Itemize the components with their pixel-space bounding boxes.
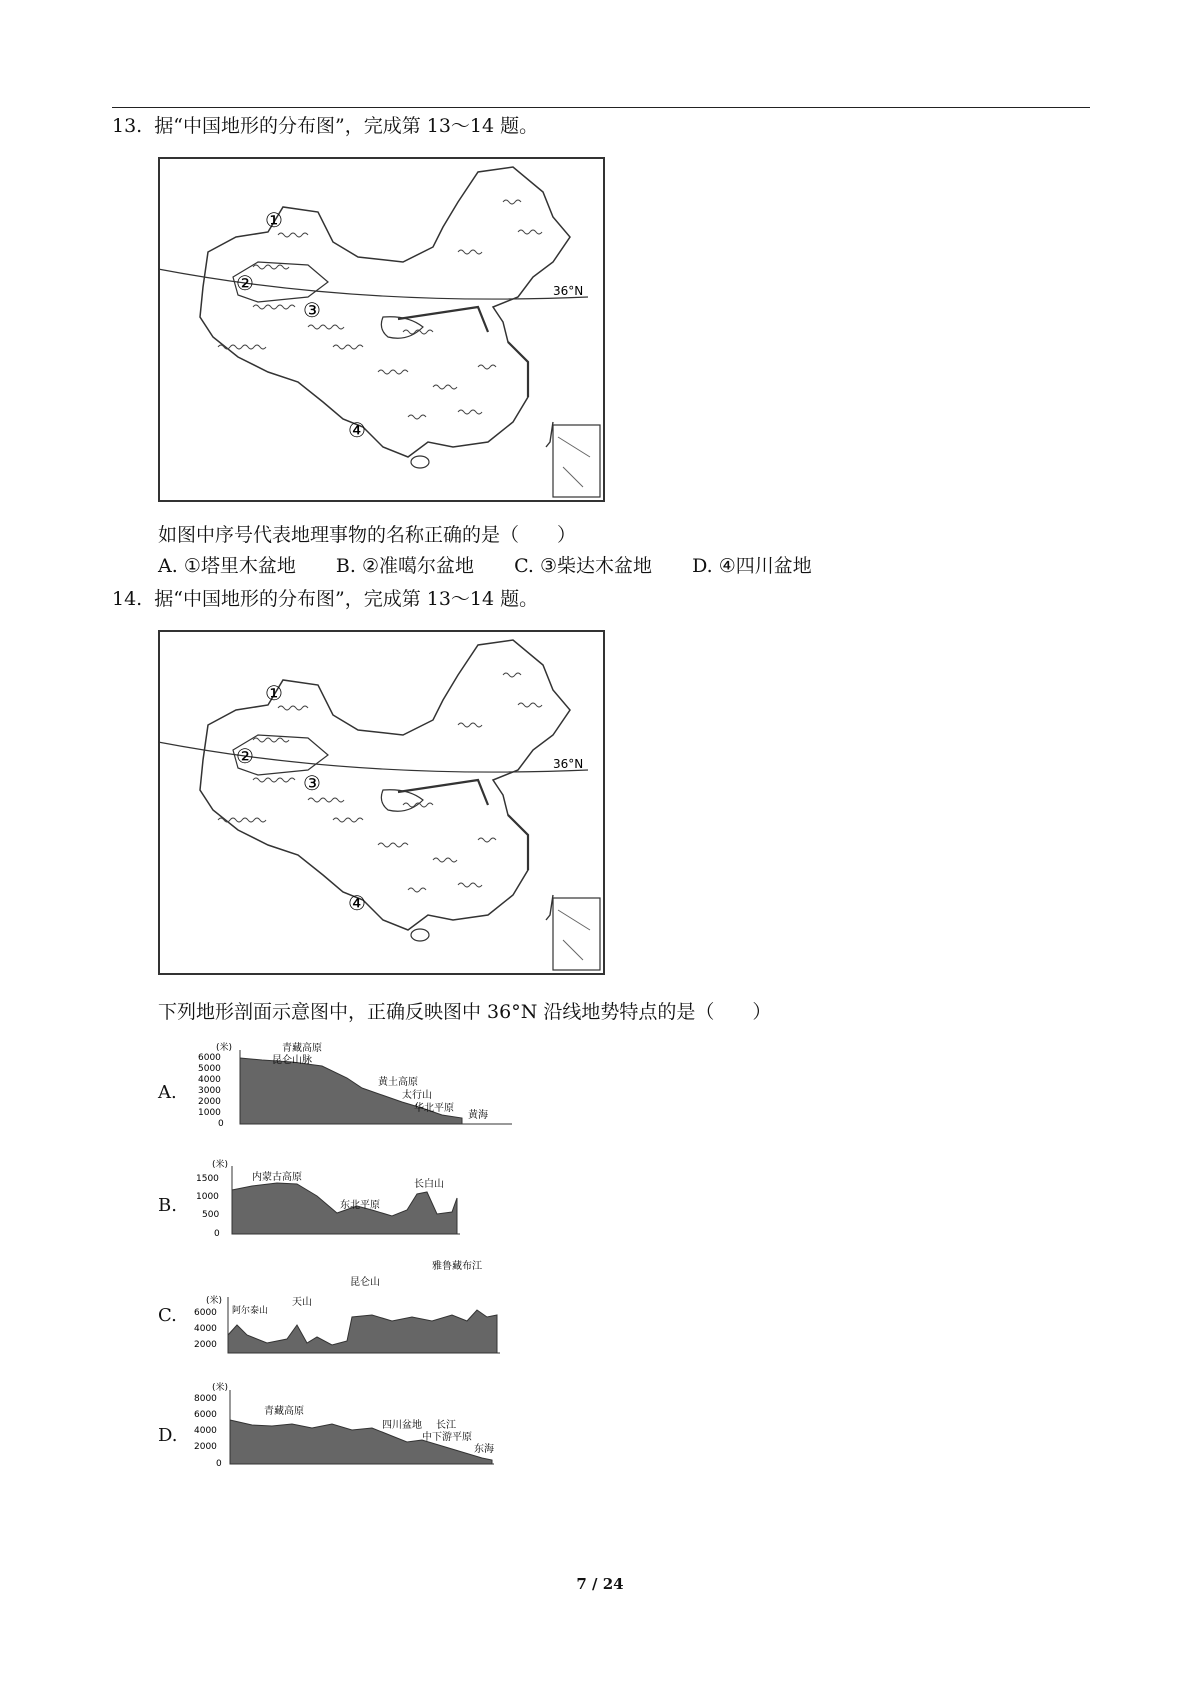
svg-text:3000: 3000 [198,1086,221,1096]
q13-options [158,554,846,578]
svg-text:0: 0 [218,1119,224,1126]
q13-number: 13. [112,115,143,137]
q13-option-a[interactable]: A. ①塔里木盆地 [158,555,296,577]
china-terrain-map-1 [158,157,605,502]
q14-question: 下列地形剖面示意图中，正确反映图中 36°N 沿线地势特点的是（ ） [158,1001,772,1023]
q14-stem-line [112,587,538,611]
svg-text:长江: 长江 [436,1420,456,1431]
svg-text:内蒙古高原: 内蒙古高原 [252,1172,302,1183]
svg-text:(米): (米) [216,1043,233,1053]
svg-text:青藏高原: 青藏高原 [264,1406,304,1417]
q13-option-c[interactable]: C. ③柴达木盆地 [514,555,653,577]
svg-text:6000: 6000 [198,1053,221,1063]
q13-question: 如图中序号代表地理事物的名称正确的是（ ） [158,524,577,546]
map2-marker-2: ② [236,744,254,768]
svg-text:0: 0 [216,1459,222,1469]
svg-text:4000: 4000 [198,1075,221,1085]
svg-text:昆仑山: 昆仑山 [350,1277,380,1288]
page-number: 7 / 24 [576,1575,624,1593]
svg-text:4000: 4000 [194,1324,217,1334]
q14-option-b-letter[interactable]: B. [158,1195,177,1216]
map1-marker-1: ① [265,208,283,232]
svg-text:(米): (米) [206,1296,223,1306]
svg-text:0: 0 [214,1229,220,1239]
svg-text:2000: 2000 [194,1340,217,1350]
svg-text:1000: 1000 [196,1192,219,1202]
map2-marker-1: ① [265,681,283,705]
svg-text:2000: 2000 [194,1442,217,1452]
svg-text:东北平原: 东北平原 [340,1200,380,1211]
header-rule [112,107,1090,108]
profile-d[interactable] [192,1380,512,1470]
q13-stem: 据“中国地形的分布图”，完成第 13～14 题。 [154,115,539,137]
q14-option-a-letter[interactable]: A. [158,1082,177,1103]
map2-latitude-label: 36°N [553,757,584,771]
svg-text:(米): (米) [212,1160,229,1170]
svg-text:6000: 6000 [194,1308,217,1318]
svg-text:1000: 1000 [198,1108,221,1118]
svg-text:昆仑山脉: 昆仑山脉 [272,1055,312,1066]
map1-marker-2: ② [236,271,254,295]
svg-text:黄土高原: 黄土高原 [378,1077,418,1088]
svg-text:500: 500 [202,1210,220,1220]
svg-text:(米): (米) [212,1383,229,1393]
svg-text:青藏高原: 青藏高原 [282,1043,322,1054]
profile-c[interactable] [192,1255,512,1363]
svg-text:长白山: 长白山 [414,1179,444,1190]
svg-text:黄海: 黄海 [468,1110,488,1121]
svg-text:雅鲁藏布江: 雅鲁藏布江 [432,1261,482,1272]
map1-marker-4: ④ [348,418,366,442]
q13-option-d[interactable]: D. ④四川盆地 [692,555,812,577]
q14-stem: 据“中国地形的分布图”，完成第 13～14 题。 [154,588,539,610]
svg-text:1500: 1500 [196,1174,219,1184]
svg-text:四川盆地: 四川盆地 [382,1420,422,1431]
svg-text:6000: 6000 [194,1410,217,1420]
q14-option-d-letter[interactable]: D. [158,1425,178,1446]
svg-text:8000: 8000 [194,1394,217,1404]
map-svg-1 [158,157,605,502]
svg-text:2000: 2000 [198,1097,221,1107]
q13-option-b[interactable]: B. ②准噶尔盆地 [335,555,475,577]
china-terrain-map-2 [158,630,605,975]
map1-marker-3: ③ [303,298,321,322]
svg-text:4000: 4000 [194,1426,217,1436]
svg-text:天山: 天山 [292,1297,312,1308]
svg-text:太行山: 太行山 [402,1090,432,1101]
q13-stem-line [112,114,538,138]
svg-text:中下游平原: 中下游平原 [422,1432,472,1443]
map2-marker-4: ④ [348,891,366,915]
map1-latitude-label: 36°N [553,284,584,298]
svg-text:华北平原: 华北平原 [414,1103,454,1114]
q14-number: 14. [112,588,143,610]
q14-option-c-letter[interactable]: C. [158,1305,177,1326]
map2-marker-3: ③ [303,771,321,795]
svg-text:5000: 5000 [198,1064,221,1074]
profile-a[interactable] [192,1040,514,1126]
map-svg-2 [158,630,605,975]
svg-text:东海: 东海 [474,1444,494,1455]
svg-text:阿尔泰山: 阿尔泰山 [232,1306,269,1316]
profile-b[interactable] [192,1158,492,1240]
